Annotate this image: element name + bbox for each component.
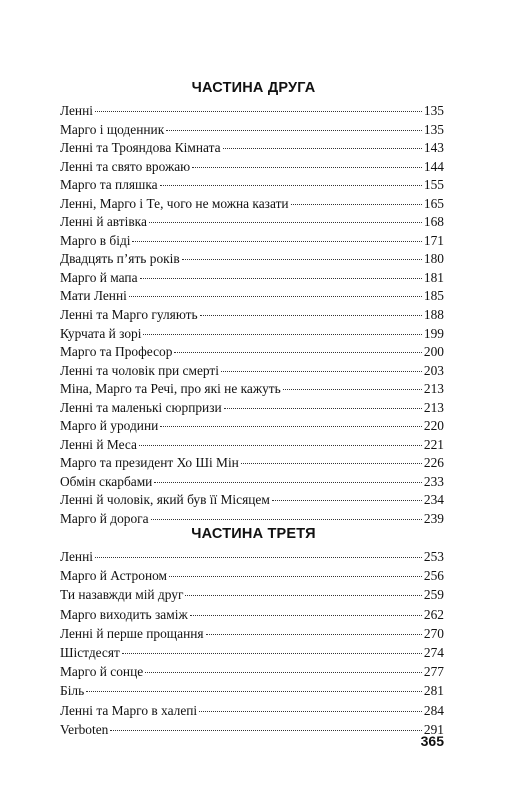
entry-title: Міна, Марго та Речі, про які не кажуть [60, 381, 281, 397]
entry-title: Ленні й перше прощання [60, 625, 204, 641]
entry-page: 274 [423, 644, 444, 660]
entry-page: 239 [423, 511, 444, 527]
dot-leader [272, 500, 422, 501]
toc-entry [60, 195, 444, 214]
dot-leader [192, 167, 422, 168]
entry-page: 200 [423, 344, 444, 360]
dot-leader [140, 278, 422, 279]
entry-page: 181 [423, 269, 444, 285]
part-two-toc [60, 102, 444, 529]
toc-entry [60, 176, 444, 195]
entry-page: 180 [423, 251, 444, 267]
entry-title: Марго й уродини [60, 418, 159, 434]
toc-entry [60, 399, 444, 418]
part-two-heading: ЧАСТИНА ДРУГА [191, 80, 316, 96]
toc-entry [60, 362, 444, 381]
entry-page: 144 [423, 158, 444, 174]
dot-leader [160, 426, 422, 427]
entry-page: 213 [423, 381, 444, 397]
entry-title: Марго й мапа [60, 269, 138, 285]
dot-leader [122, 653, 422, 654]
page-number: 365 [420, 733, 444, 749]
toc-entry [60, 417, 444, 436]
entry-title: Ленні та Трояндова Кімната [60, 140, 221, 156]
dot-leader [221, 371, 422, 372]
entry-page: 185 [423, 288, 444, 304]
toc-entry [60, 380, 444, 399]
entry-page: 165 [423, 195, 444, 211]
toc-entry [60, 454, 444, 473]
entry-title: Марго й Астроном [60, 568, 168, 584]
entry-page: 259 [423, 587, 444, 603]
dot-leader [200, 315, 422, 316]
toc-entry [60, 643, 444, 662]
entry-title: Шістдесят [60, 644, 120, 660]
toc-entry [60, 491, 444, 510]
toc-entry [60, 624, 444, 643]
entry-title: Ленні й Меса [60, 436, 137, 452]
toc-entry [60, 121, 444, 140]
entry-title: Ти назавжди мій друг [60, 587, 184, 603]
dot-leader [291, 204, 422, 205]
entry-page: 253 [423, 549, 444, 564]
entry-page: 143 [423, 140, 444, 156]
toc-entry [60, 547, 444, 566]
dot-leader [206, 634, 422, 635]
toc-entry [60, 325, 444, 344]
entry-page: 221 [423, 436, 444, 452]
entry-page: 281 [423, 683, 444, 699]
entry-page: 213 [423, 399, 444, 415]
entry-title: Марго та Професор [60, 344, 173, 360]
entry-title: Ленні та Марго в халепі [60, 702, 198, 718]
dot-leader [160, 185, 422, 186]
entry-page: 199 [423, 325, 444, 341]
entry-title: Марго і щоденник [60, 121, 165, 137]
toc-entry [60, 436, 444, 455]
entry-page: 226 [423, 455, 444, 471]
dot-leader [199, 711, 422, 712]
dot-leader [86, 691, 422, 692]
dot-leader [224, 408, 422, 409]
entry-title: Ленні та свято врожаю [60, 158, 191, 174]
dot-leader [182, 259, 422, 260]
entry-title: Ленні та Марго гуляють [60, 307, 198, 323]
part-three-toc [60, 547, 444, 739]
toc-entry [60, 720, 444, 739]
dot-leader [139, 445, 422, 446]
dot-leader [151, 519, 422, 520]
entry-title: Ленні та чоловік при смерті [60, 362, 219, 378]
entry-page: 284 [423, 702, 444, 718]
entry-title: Ленні [60, 549, 93, 564]
toc-entry [60, 343, 444, 362]
dot-leader [185, 595, 421, 596]
entry-page: 233 [423, 473, 444, 489]
entry-title: Марго й сонце [60, 664, 144, 680]
dot-leader [95, 111, 422, 112]
entry-title: Обмін скарбами [60, 473, 153, 489]
entry-page: 220 [423, 418, 444, 434]
entry-page: 234 [423, 492, 444, 508]
toc-entry [60, 139, 444, 158]
toc-entry [60, 213, 444, 232]
dot-leader [143, 334, 421, 335]
entry-title: Verboten [60, 721, 109, 737]
toc-entry [60, 662, 444, 681]
entry-title: Курчата й зорі [60, 325, 142, 341]
toc-entry [60, 306, 444, 325]
entry-title: Двадцять п’ять років [60, 251, 180, 267]
entry-title: Мати Ленні [60, 288, 127, 304]
entry-title: Ленні [60, 103, 93, 118]
entry-title: Марго виходить заміж [60, 606, 188, 622]
dot-leader [110, 730, 422, 731]
toc-entry [60, 605, 444, 624]
dot-leader [241, 463, 422, 464]
toc-entry [60, 232, 444, 251]
entry-page: 188 [423, 307, 444, 323]
dot-leader [166, 130, 422, 131]
entry-title: Марго та президент Хо Ші Мін [60, 455, 239, 471]
entry-page: 135 [423, 103, 444, 118]
toc-entry [60, 681, 444, 700]
dot-leader [174, 352, 422, 353]
entry-title: Ленні й автівка [60, 214, 147, 230]
dot-leader [145, 672, 422, 673]
entry-page: 262 [423, 606, 444, 622]
toc-entry [60, 701, 444, 720]
toc-entry [60, 566, 444, 585]
dot-leader [149, 222, 422, 223]
entry-title: Марго та пляшка [60, 177, 158, 193]
toc-entry [60, 102, 444, 121]
entry-page: 168 [423, 214, 444, 230]
toc-entry [60, 158, 444, 177]
entry-page: 135 [423, 121, 444, 137]
entry-page: 277 [423, 664, 444, 680]
toc-entry [60, 269, 444, 288]
dot-leader [95, 557, 422, 558]
entry-page: 155 [423, 177, 444, 193]
entry-page: 291 [423, 721, 444, 737]
toc-entry [60, 473, 444, 492]
dot-leader [190, 615, 422, 616]
toc-entry [60, 287, 444, 306]
dot-leader [169, 576, 422, 577]
dot-leader [223, 148, 422, 149]
toc-entry [60, 585, 444, 604]
entry-title: Ленні та маленькі сюрпризи [60, 399, 222, 415]
entry-title: Ленні, Марго і Те, чого не можна казати [60, 195, 289, 211]
entry-page: 270 [423, 625, 444, 641]
entry-title: Марго й дорога [60, 511, 149, 527]
dot-leader [283, 389, 422, 390]
dot-leader [129, 296, 422, 297]
entry-page: 203 [423, 362, 444, 378]
dot-leader [132, 241, 421, 242]
entry-title: Ленні й чоловік, який був її Місяцем [60, 492, 270, 508]
toc-entry [60, 250, 444, 269]
part-three-heading: ЧАСТИНА ТРЕТЯ [191, 526, 316, 542]
entry-title: Біль [60, 683, 85, 699]
entry-title: Марго в біді [60, 232, 131, 248]
dot-leader [154, 482, 422, 483]
entry-page: 256 [423, 568, 444, 584]
entry-page: 171 [423, 232, 444, 248]
